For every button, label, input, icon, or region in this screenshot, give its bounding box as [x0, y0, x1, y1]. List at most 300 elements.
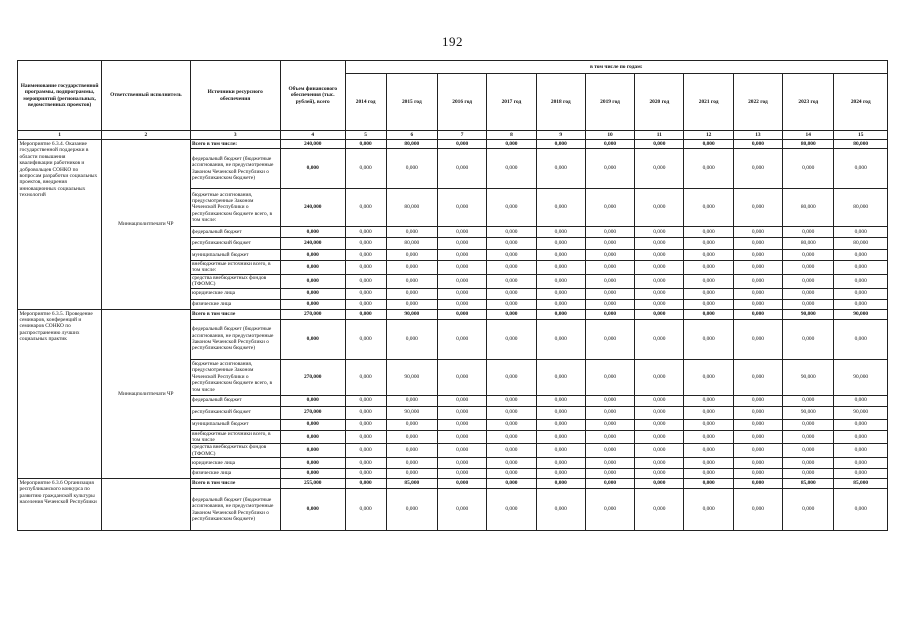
year-value-cell: 0,000 — [487, 149, 536, 189]
year-value-cell: 0,000 — [733, 359, 782, 395]
year-value-cell: 0,000 — [834, 274, 888, 288]
funding-source: Всего в том числе: — [190, 140, 280, 149]
header-year: 2019 год — [585, 74, 634, 131]
year-value-cell: 0,000 — [536, 319, 585, 359]
year-value-cell: 0,000 — [386, 250, 437, 261]
year-value-cell: 0,000 — [684, 395, 733, 406]
year-value-cell: 0,000 — [684, 406, 733, 419]
total-volume-cell: 0,000 — [280, 261, 345, 275]
year-value-cell: 0,000 — [585, 419, 634, 430]
activity-executor — [102, 479, 190, 531]
total-volume-cell: 240,000 — [280, 189, 345, 227]
header-year: 2024 год — [834, 74, 888, 131]
year-value-cell: 0,000 — [733, 189, 782, 227]
year-value-cell: 0,000 — [487, 238, 536, 250]
header-year: 2022 год — [733, 74, 782, 131]
year-value-cell: 80,000 — [386, 140, 437, 149]
year-value-cell: 90,000 — [783, 359, 834, 395]
year-value-cell: 0,000 — [438, 288, 487, 299]
year-value-cell: 90,000 — [386, 359, 437, 395]
year-value-cell: 0,000 — [386, 469, 437, 479]
total-volume-cell: 0,000 — [280, 489, 345, 531]
year-value-cell: 0,000 — [585, 250, 634, 261]
year-value-cell: 0,000 — [635, 489, 684, 531]
year-value-cell: 0,000 — [438, 149, 487, 189]
year-value-cell: 0,000 — [536, 359, 585, 395]
header-years-group: в том числе по годам: — [345, 61, 887, 74]
column-number: 2 — [102, 131, 190, 140]
table-row — [18, 309, 888, 319]
year-value-cell: 80,000 — [783, 140, 834, 149]
funding-source: внебюджетные источники всего, в том числе: — [190, 261, 280, 275]
activity-name: Мероприятие 6.3.6 Организация республиканского конкурса по развитию гражданской культуры населения Чеченской Республики — [18, 479, 102, 531]
total-volume-cell: 0,000 — [280, 469, 345, 479]
year-value-cell: 80,000 — [783, 238, 834, 250]
year-value-cell: 0,000 — [783, 319, 834, 359]
year-value-cell: 0,000 — [386, 419, 437, 430]
year-value-cell: 0,000 — [438, 238, 487, 250]
year-value-cell: 0,000 — [536, 299, 585, 309]
year-value-cell: 0,000 — [733, 489, 782, 531]
year-value-cell: 0,000 — [783, 395, 834, 406]
column-number: 8 — [487, 131, 536, 140]
year-value-cell: 0,000 — [585, 227, 634, 238]
year-value-cell: 0,000 — [733, 274, 782, 288]
column-number: 14 — [783, 131, 834, 140]
year-value-cell: 0,000 — [487, 419, 536, 430]
total-volume-cell: 0,000 — [280, 419, 345, 430]
funding-source: Всего в том числе — [190, 309, 280, 319]
year-value-cell: 0,000 — [536, 458, 585, 469]
year-value-cell: 85,000 — [386, 479, 437, 489]
year-value-cell: 0,000 — [536, 406, 585, 419]
column-number: 12 — [684, 131, 733, 140]
funding-source: федеральный бюджет — [190, 227, 280, 238]
year-value-cell: 0,000 — [635, 238, 684, 250]
year-value-cell: 0,000 — [386, 430, 437, 444]
year-value-cell: 0,000 — [345, 189, 386, 227]
year-value-cell: 0,000 — [733, 444, 782, 458]
header-year: 2021 год — [684, 74, 733, 131]
year-value-cell: 0,000 — [345, 149, 386, 189]
year-value-cell: 0,000 — [834, 430, 888, 444]
header-executor: Ответственный исполнитель — [102, 61, 190, 131]
year-value-cell: 0,000 — [635, 419, 684, 430]
year-value-cell: 0,000 — [487, 406, 536, 419]
year-value-cell: 0,000 — [585, 469, 634, 479]
year-value-cell: 80,000 — [834, 238, 888, 250]
year-value-cell: 80,000 — [834, 189, 888, 227]
year-value-cell: 0,000 — [684, 469, 733, 479]
total-volume-cell: 0,000 — [280, 444, 345, 458]
year-value-cell: 0,000 — [345, 274, 386, 288]
activity-name: Мероприятие 6.3.5. Проведение семинаров, конференций и семинаров СОНКО по распространению лучших социальных практик — [18, 309, 102, 479]
year-value-cell: 0,000 — [635, 274, 684, 288]
year-value-cell: 0,000 — [438, 458, 487, 469]
header-year: 2014 год — [345, 74, 386, 131]
funding-source: федеральный бюджет (бюджетные ассигнования, не предусмотренные Законом Чеченской Республики о республиканском бюджете) — [190, 489, 280, 531]
year-value-cell: 0,000 — [635, 458, 684, 469]
year-value-cell: 0,000 — [783, 288, 834, 299]
year-value-cell: 0,000 — [733, 479, 782, 489]
year-value-cell: 0,000 — [834, 469, 888, 479]
header-year: 2017 год — [487, 74, 536, 131]
year-value-cell: 0,000 — [438, 299, 487, 309]
year-value-cell: 80,000 — [386, 189, 437, 227]
year-value-cell: 0,000 — [733, 458, 782, 469]
header-year: 2015 год — [386, 74, 437, 131]
year-value-cell: 0,000 — [834, 395, 888, 406]
activity-name: Мероприятие 6.3.4. Оказание государственной поддержки в области повышения квалификации работников и добровольцев СОНКО по вопросам разработки социальных проектов, внедрения инновационных социальных технологий — [18, 140, 102, 310]
year-value-cell: 0,000 — [733, 406, 782, 419]
year-value-cell: 0,000 — [834, 288, 888, 299]
year-value-cell: 0,000 — [536, 489, 585, 531]
total-volume-cell: 240,000 — [280, 238, 345, 250]
year-value-cell: 0,000 — [386, 299, 437, 309]
year-value-cell: 0,000 — [834, 458, 888, 469]
year-value-cell: 90,000 — [386, 309, 437, 319]
funding-source: физические лица — [190, 299, 280, 309]
header-year: 2020 год — [635, 74, 684, 131]
year-value-cell: 0,000 — [536, 430, 585, 444]
year-value-cell: 0,000 — [487, 469, 536, 479]
year-value-cell: 0,000 — [635, 444, 684, 458]
year-value-cell: 0,000 — [733, 149, 782, 189]
year-value-cell: 0,000 — [585, 149, 634, 189]
year-value-cell: 0,000 — [345, 395, 386, 406]
year-value-cell: 0,000 — [345, 261, 386, 275]
year-value-cell: 0,000 — [386, 458, 437, 469]
year-value-cell: 0,000 — [386, 261, 437, 275]
year-value-cell: 0,000 — [438, 189, 487, 227]
year-value-cell: 0,000 — [684, 479, 733, 489]
year-value-cell: 0,000 — [585, 140, 634, 149]
column-number: 6 — [386, 131, 437, 140]
year-value-cell: 0,000 — [487, 444, 536, 458]
year-value-cell: 0,000 — [733, 299, 782, 309]
year-value-cell: 0,000 — [386, 288, 437, 299]
year-value-cell: 0,000 — [684, 419, 733, 430]
year-value-cell: 0,000 — [438, 261, 487, 275]
year-value-cell: 0,000 — [684, 299, 733, 309]
column-number: 9 — [536, 131, 585, 140]
year-value-cell: 0,000 — [345, 250, 386, 261]
year-value-cell: 0,000 — [438, 140, 487, 149]
funding-source: бюджетные ассигнования, предусмотренные Законом Чеченской Республики о республиканском бюджете всего, в том числе: — [190, 189, 280, 227]
year-value-cell: 0,000 — [386, 395, 437, 406]
year-value-cell: 0,000 — [733, 469, 782, 479]
year-value-cell: 0,000 — [536, 149, 585, 189]
funding-source: внебюджетные источники всего, в том числе — [190, 430, 280, 444]
year-value-cell: 0,000 — [345, 309, 386, 319]
year-value-cell: 0,000 — [585, 395, 634, 406]
year-value-cell: 0,000 — [783, 444, 834, 458]
year-value-cell: 0,000 — [345, 458, 386, 469]
year-value-cell: 90,000 — [783, 406, 834, 419]
year-value-cell: 0,000 — [487, 227, 536, 238]
year-value-cell: 0,000 — [345, 238, 386, 250]
year-value-cell: 0,000 — [783, 458, 834, 469]
year-value-cell: 0,000 — [438, 359, 487, 395]
year-value-cell: 0,000 — [345, 479, 386, 489]
year-value-cell: 0,000 — [585, 458, 634, 469]
year-value-cell: 0,000 — [487, 250, 536, 261]
funding-source: юридические лица — [190, 288, 280, 299]
year-value-cell: 0,000 — [733, 309, 782, 319]
year-value-cell: 0,000 — [585, 274, 634, 288]
year-value-cell: 0,000 — [783, 250, 834, 261]
year-value-cell: 0,000 — [438, 406, 487, 419]
column-number: 15 — [834, 131, 888, 140]
year-value-cell: 0,000 — [635, 149, 684, 189]
year-value-cell: 0,000 — [635, 309, 684, 319]
year-value-cell: 0,000 — [834, 489, 888, 531]
year-value-cell: 0,000 — [783, 149, 834, 189]
year-value-cell: 0,000 — [386, 274, 437, 288]
year-value-cell: 0,000 — [733, 419, 782, 430]
year-value-cell: 0,000 — [585, 309, 634, 319]
funding-source: федеральный бюджет (бюджетные ассигнования, не предусмотренные Законом Чеченской Республики о республиканском бюджете) — [190, 149, 280, 189]
header-year: 2023 год — [783, 74, 834, 131]
year-value-cell: 0,000 — [487, 430, 536, 444]
year-value-cell: 0,000 — [684, 359, 733, 395]
year-value-cell: 0,000 — [684, 444, 733, 458]
total-volume-cell: 0,000 — [280, 319, 345, 359]
year-value-cell: 0,000 — [635, 288, 684, 299]
year-value-cell: 0,000 — [635, 479, 684, 489]
year-value-cell: 0,000 — [585, 288, 634, 299]
year-value-cell: 0,000 — [585, 238, 634, 250]
year-value-cell: 0,000 — [487, 309, 536, 319]
header-source: Источники ресурсного обеспечения — [190, 61, 280, 131]
year-value-cell: 90,000 — [834, 309, 888, 319]
year-value-cell: 0,000 — [684, 489, 733, 531]
year-value-cell: 0,000 — [635, 261, 684, 275]
year-value-cell: 90,000 — [386, 406, 437, 419]
year-value-cell: 0,000 — [684, 238, 733, 250]
total-volume-cell: 270,000 — [280, 309, 345, 319]
year-value-cell: 0,000 — [733, 288, 782, 299]
year-value-cell: 0,000 — [438, 319, 487, 359]
year-value-cell: 0,000 — [345, 299, 386, 309]
total-volume-cell: 0,000 — [280, 288, 345, 299]
column-number: 7 — [438, 131, 487, 140]
year-value-cell: 0,000 — [733, 430, 782, 444]
year-value-cell: 85,000 — [834, 479, 888, 489]
year-value-cell: 0,000 — [635, 395, 684, 406]
funding-source: федеральный бюджет (бюджетные ассигнования, не предусмотренные Законом Чеченской Республики о республиканском бюджете) — [190, 319, 280, 359]
year-value-cell: 0,000 — [733, 319, 782, 359]
total-volume-cell: 0,000 — [280, 430, 345, 444]
year-value-cell: 0,000 — [733, 250, 782, 261]
funding-source: муниципальный бюджет — [190, 419, 280, 430]
year-value-cell: 0,000 — [345, 444, 386, 458]
year-value-cell: 90,000 — [783, 309, 834, 319]
funding-table — [17, 60, 888, 531]
year-value-cell: 0,000 — [536, 261, 585, 275]
year-value-cell: 0,000 — [536, 395, 585, 406]
year-value-cell: 0,000 — [834, 299, 888, 309]
year-value-cell: 0,000 — [536, 189, 585, 227]
year-value-cell: 0,000 — [438, 469, 487, 479]
year-value-cell: 0,000 — [684, 309, 733, 319]
year-value-cell: 0,000 — [635, 430, 684, 444]
year-value-cell: 0,000 — [438, 274, 487, 288]
year-value-cell: 0,000 — [733, 140, 782, 149]
year-value-cell: 0,000 — [386, 149, 437, 189]
year-value-cell: 0,000 — [635, 299, 684, 309]
year-value-cell: 0,000 — [635, 469, 684, 479]
year-value-cell: 0,000 — [585, 479, 634, 489]
header-year: 2018 год — [536, 74, 585, 131]
year-value-cell: 0,000 — [635, 140, 684, 149]
year-value-cell: 0,000 — [834, 444, 888, 458]
year-value-cell: 0,000 — [386, 227, 437, 238]
column-number: 5 — [345, 131, 386, 140]
year-value-cell: 0,000 — [438, 250, 487, 261]
year-value-cell: 0,000 — [783, 261, 834, 275]
funding-source: республиканский бюджет — [190, 238, 280, 250]
year-value-cell: 0,000 — [733, 395, 782, 406]
total-volume-cell: 270,000 — [280, 359, 345, 395]
column-number: 13 — [733, 131, 782, 140]
year-value-cell: 0,000 — [536, 227, 585, 238]
year-value-cell: 0,000 — [635, 319, 684, 359]
year-value-cell: 0,000 — [834, 227, 888, 238]
year-value-cell: 0,000 — [345, 419, 386, 430]
year-value-cell: 0,000 — [536, 250, 585, 261]
year-value-cell: 0,000 — [487, 359, 536, 395]
total-volume-cell: 0,000 — [280, 250, 345, 261]
total-volume-cell: 0,000 — [280, 149, 345, 189]
total-volume-cell: 240,000 — [280, 140, 345, 149]
year-value-cell: 0,000 — [536, 419, 585, 430]
year-value-cell: 0,000 — [733, 238, 782, 250]
total-volume-cell: 0,000 — [280, 395, 345, 406]
year-value-cell: 0,000 — [684, 458, 733, 469]
year-value-cell: 0,000 — [487, 479, 536, 489]
year-value-cell: 0,000 — [834, 261, 888, 275]
header-year: 2016 год — [438, 74, 487, 131]
year-value-cell: 0,000 — [834, 250, 888, 261]
total-volume-cell: 0,000 — [280, 299, 345, 309]
year-value-cell: 0,000 — [585, 359, 634, 395]
year-value-cell: 0,000 — [438, 419, 487, 430]
year-value-cell: 0,000 — [783, 430, 834, 444]
year-value-cell: 0,000 — [783, 489, 834, 531]
total-volume-cell: 255,000 — [280, 479, 345, 489]
year-value-cell: 0,000 — [536, 288, 585, 299]
year-value-cell: 0,000 — [345, 288, 386, 299]
funding-source: средства внебюджетных фондов (ТФОМС) — [190, 444, 280, 458]
year-value-cell: 0,000 — [684, 227, 733, 238]
total-volume-cell: 270,000 — [280, 406, 345, 419]
funding-source: федеральный бюджет — [190, 395, 280, 406]
year-value-cell: 0,000 — [345, 430, 386, 444]
year-value-cell: 0,000 — [585, 444, 634, 458]
year-value-cell: 0,000 — [834, 419, 888, 430]
year-value-cell: 0,000 — [487, 288, 536, 299]
year-value-cell: 0,000 — [438, 479, 487, 489]
year-value-cell: 0,000 — [345, 469, 386, 479]
year-value-cell: 0,000 — [684, 189, 733, 227]
funding-source: средства внебюджетных фондов (ТФОМС) — [190, 274, 280, 288]
year-value-cell: 0,000 — [345, 406, 386, 419]
year-value-cell: 0,000 — [684, 319, 733, 359]
total-volume-cell: 0,000 — [280, 458, 345, 469]
year-value-cell: 0,000 — [684, 250, 733, 261]
year-value-cell: 0,000 — [684, 261, 733, 275]
year-value-cell: 0,000 — [536, 479, 585, 489]
year-value-cell: 0,000 — [635, 359, 684, 395]
funding-source: юридические лица — [190, 458, 280, 469]
column-number: 10 — [585, 131, 634, 140]
year-value-cell: 0,000 — [487, 395, 536, 406]
year-value-cell: 0,000 — [487, 319, 536, 359]
year-value-cell: 0,000 — [345, 227, 386, 238]
funding-source: муниципальный бюджет — [190, 250, 280, 261]
year-value-cell: 0,000 — [345, 359, 386, 395]
table-row — [18, 140, 888, 149]
year-value-cell: 0,000 — [585, 430, 634, 444]
table-row — [18, 479, 888, 489]
year-value-cell: 0,000 — [783, 274, 834, 288]
year-value-cell: 0,000 — [585, 299, 634, 309]
year-value-cell: 0,000 — [684, 140, 733, 149]
column-number: 4 — [280, 131, 345, 140]
year-value-cell: 0,000 — [536, 140, 585, 149]
year-value-cell: 0,000 — [684, 430, 733, 444]
total-volume-cell: 0,000 — [280, 227, 345, 238]
year-value-cell: 0,000 — [536, 309, 585, 319]
year-value-cell: 0,000 — [585, 489, 634, 531]
year-value-cell: 80,000 — [783, 189, 834, 227]
year-value-cell: 0,000 — [635, 406, 684, 419]
page-number: 192 — [442, 34, 463, 49]
year-value-cell: 0,000 — [783, 299, 834, 309]
year-value-cell: 0,000 — [487, 458, 536, 469]
year-value-cell: 0,000 — [536, 274, 585, 288]
column-number: 1 — [18, 131, 102, 140]
activity-executor: Миннацполитпечати ЧР — [102, 309, 190, 479]
year-value-cell: 0,000 — [783, 469, 834, 479]
year-value-cell: 0,000 — [585, 406, 634, 419]
year-value-cell: 0,000 — [585, 261, 634, 275]
year-value-cell: 0,000 — [487, 189, 536, 227]
year-value-cell: 0,000 — [487, 140, 536, 149]
year-value-cell: 0,000 — [635, 250, 684, 261]
year-value-cell: 0,000 — [487, 261, 536, 275]
column-number: 3 — [190, 131, 280, 140]
year-value-cell: 85,000 — [783, 479, 834, 489]
year-value-cell: 0,000 — [438, 489, 487, 531]
year-value-cell: 90,000 — [834, 406, 888, 419]
year-value-cell: 0,000 — [635, 189, 684, 227]
year-value-cell: 0,000 — [487, 299, 536, 309]
year-value-cell: 0,000 — [386, 319, 437, 359]
year-value-cell: 0,000 — [345, 319, 386, 359]
year-value-cell: 0,000 — [783, 227, 834, 238]
year-value-cell: 0,000 — [536, 238, 585, 250]
year-value-cell: 0,000 — [733, 261, 782, 275]
year-value-cell: 0,000 — [635, 227, 684, 238]
year-value-cell: 80,000 — [834, 140, 888, 149]
year-value-cell: 0,000 — [438, 309, 487, 319]
year-value-cell: 0,000 — [438, 430, 487, 444]
year-value-cell: 0,000 — [487, 489, 536, 531]
year-value-cell: 0,000 — [733, 227, 782, 238]
year-value-cell: 0,000 — [536, 444, 585, 458]
